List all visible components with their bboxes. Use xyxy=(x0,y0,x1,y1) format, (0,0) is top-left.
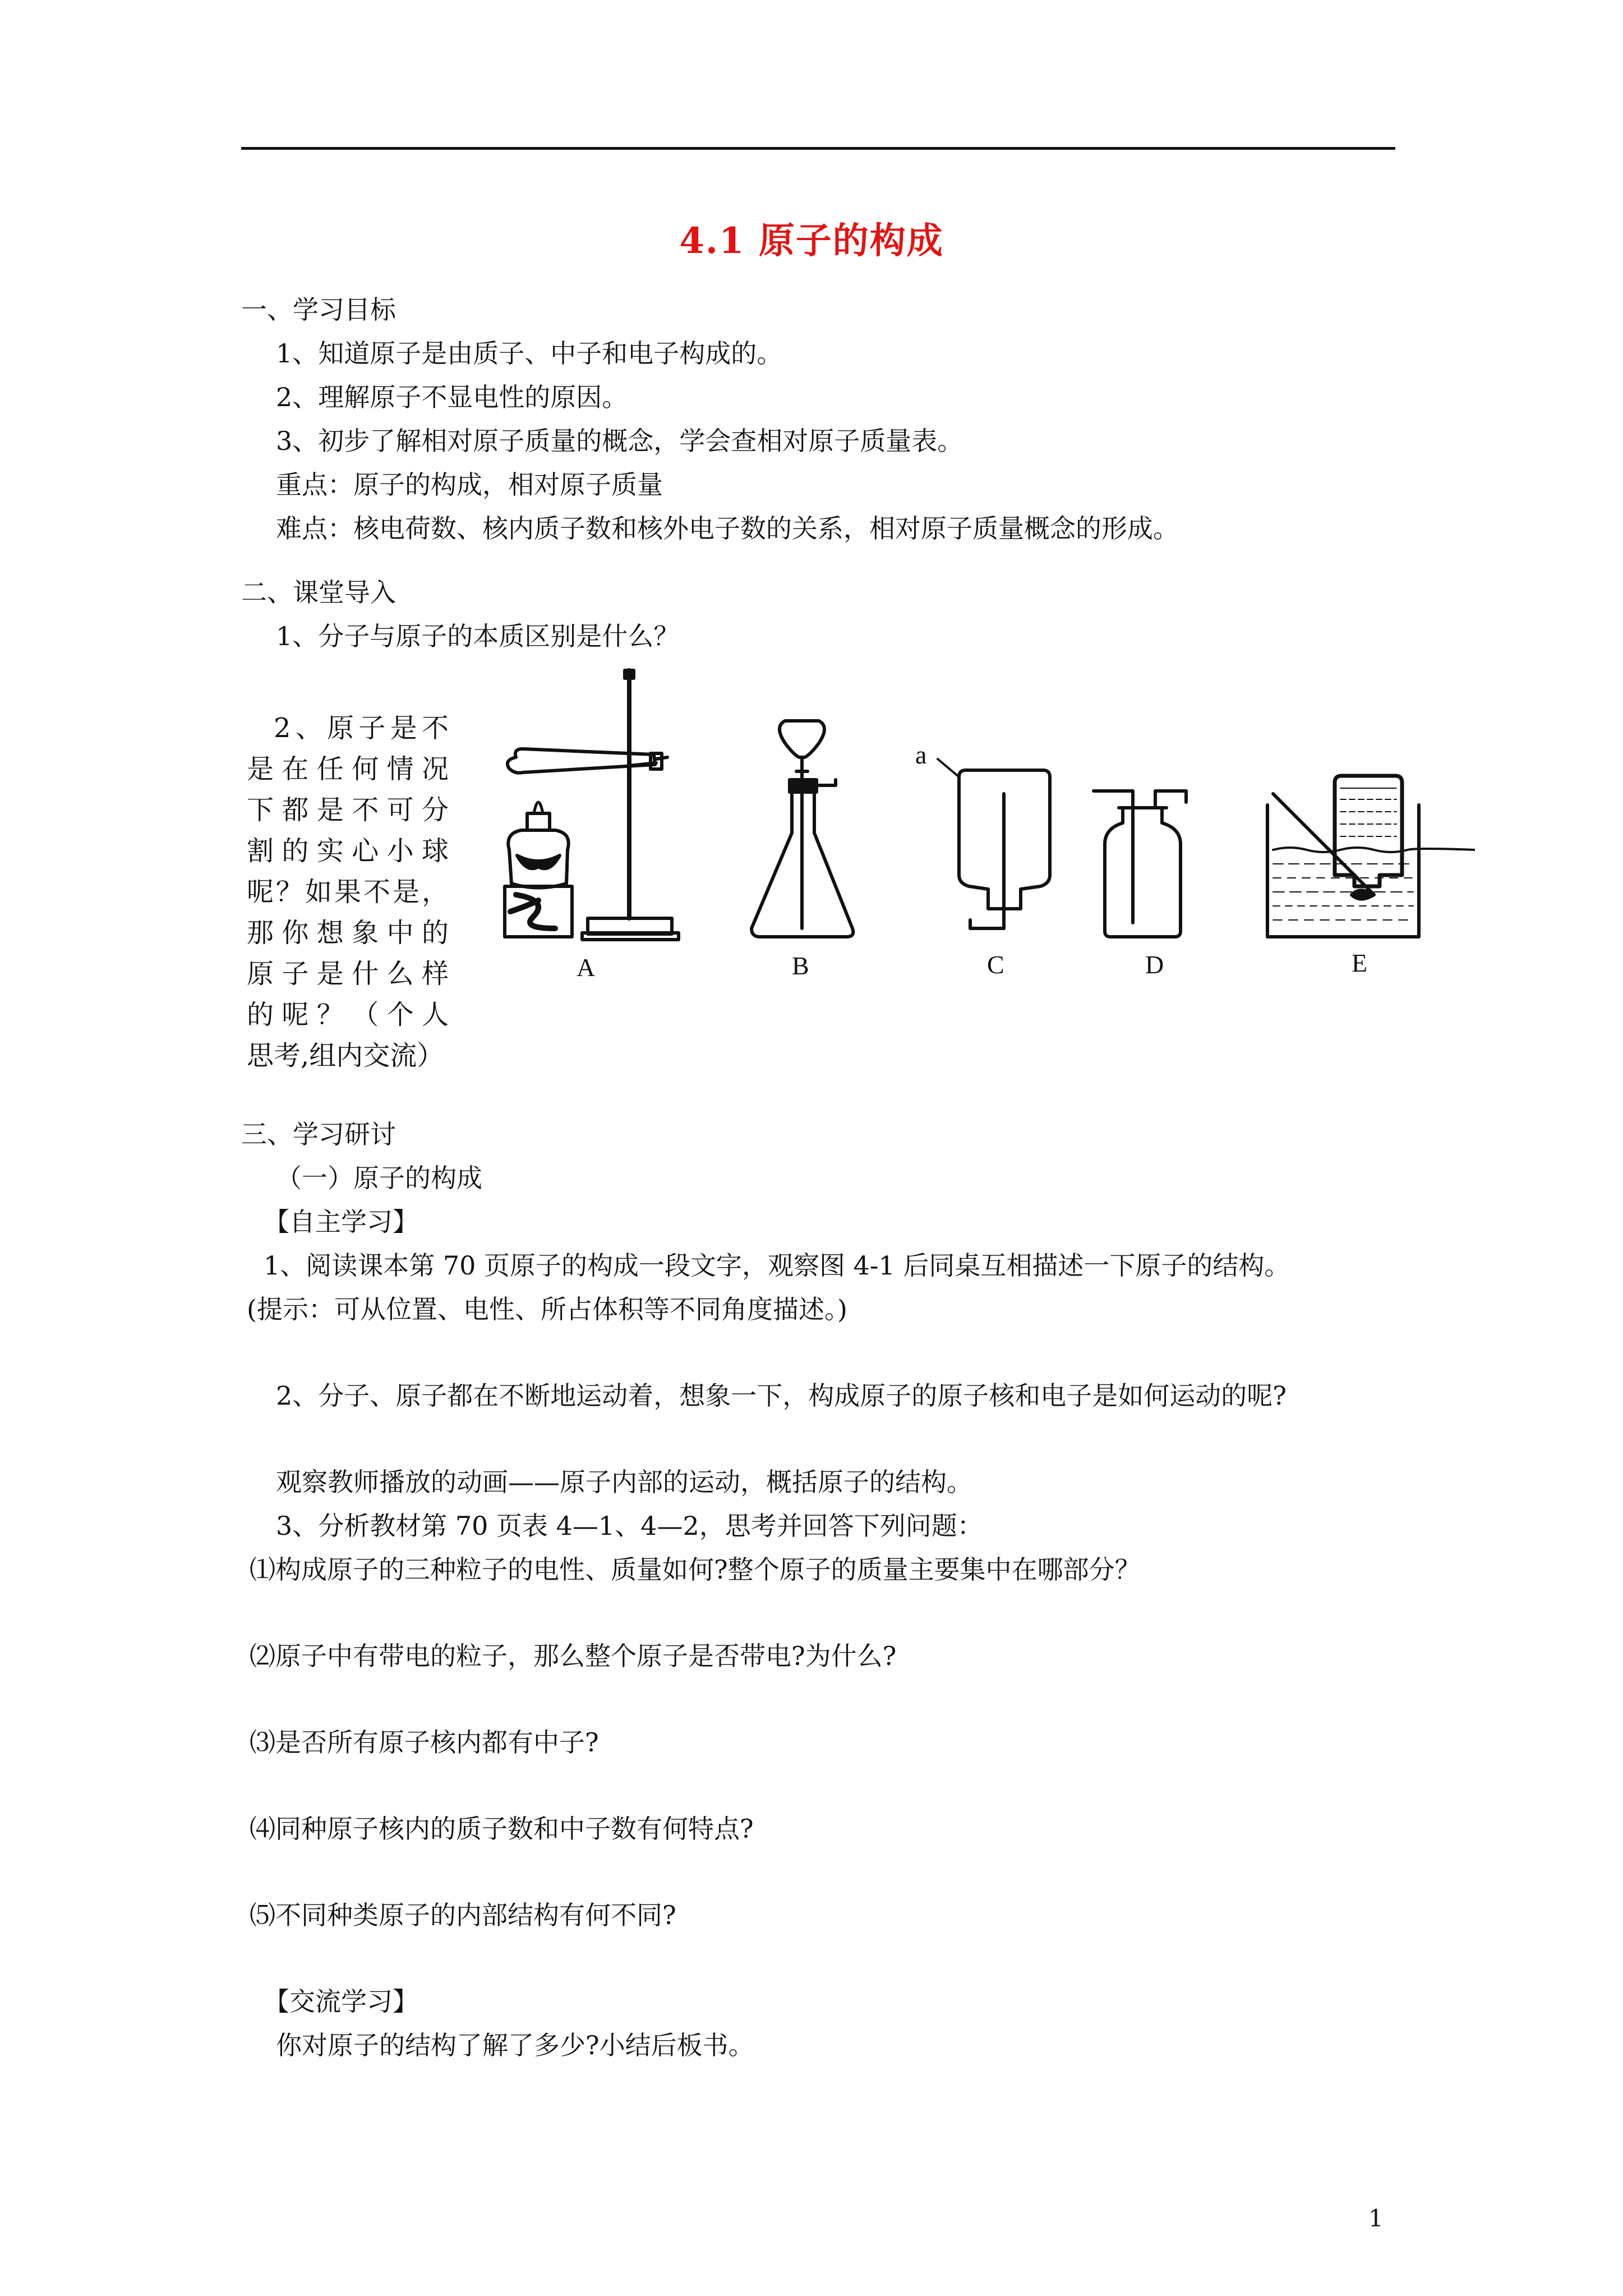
objective-3: 3、初步了解相对原子质量的概念，学会查相对原子质量表。 xyxy=(276,426,963,456)
q2-line: 的呢？（个人 xyxy=(247,999,449,1030)
study-item-1: 1、阅读课本第 70 页原子的构成一段文字，观察图 4-1 后同桌互相描述一下原子的结构。 xyxy=(264,1250,1290,1281)
figure-label-b: B xyxy=(792,951,809,979)
figure-label-c: C xyxy=(987,950,1004,979)
figure-label-d: D xyxy=(1145,950,1164,979)
subsection-heading: （一）原子的构成 xyxy=(276,1163,482,1193)
apparatus-b-flask-funnel xyxy=(751,721,853,937)
apparatus-e-water-trough xyxy=(1267,776,1475,937)
apparatus-d-gas-bottle xyxy=(1094,791,1186,937)
apparatus-c-inverted-bottle xyxy=(938,759,1050,928)
intro-question-1: 1、分子与原子的本质区别是什么？ xyxy=(276,621,680,651)
objective-1: 1、知道原子是由质子、中子和电子构成的。 xyxy=(276,338,783,369)
q2-line: 是在任何情况 xyxy=(247,753,449,785)
study-item-3: 3、分析教材第 70 页表 4—1、4—2，思考并回答下列问题： xyxy=(276,1511,983,1541)
q2-line: 呢？如果不是， xyxy=(247,876,449,908)
apparatus-a-heating-setup xyxy=(505,670,679,940)
exchange-heading: 【交流学习】 xyxy=(264,1986,418,2017)
lab-apparatus-figure xyxy=(482,665,1475,979)
objective-2: 2、理解原子不显电性的原因。 xyxy=(276,382,628,412)
q2-line: 那你想象中的 xyxy=(247,917,449,949)
study-item-2: 2、分子、原子都在不断地运动着，想象一下，构成原子的原子核和电子是如何运动的呢? xyxy=(276,1381,1287,1411)
header-rule xyxy=(241,147,1395,150)
q2-line: 原子是什么样 xyxy=(247,958,449,990)
question-2: ⑵原子中有带电的粒子，那么整个原子是否带电?为什么? xyxy=(250,1641,897,1671)
question-3: ⑶是否所有原子核内都有中子? xyxy=(250,1727,599,1757)
q2-line: 下都是不可分 xyxy=(247,794,449,826)
study-item-1-hint: (提示：可从位置、电性、所占体积等不同角度描述。) xyxy=(247,1294,847,1324)
question-5: ⑸不同种类原子的内部结构有何不同? xyxy=(250,1900,676,1930)
q2-line: 2、原子是不 xyxy=(274,712,449,744)
study-item-2b: 观察教师播放的动画——原子内部的运动，概括原子的结构。 xyxy=(276,1467,972,1497)
q2-line: 思考,组内交流） xyxy=(247,1040,444,1071)
self-study-heading: 【自主学习】 xyxy=(264,1207,418,1237)
document-title: 4.1 原子的构成 xyxy=(679,220,944,262)
q2-line: 割的实心小球 xyxy=(247,835,449,867)
figure-label-e: E xyxy=(1352,949,1368,977)
figure-label-a: A xyxy=(577,953,596,979)
exchange-question: 你对原子的结构了解了多少?小结后板书。 xyxy=(276,2030,754,2060)
question-4: ⑷同种原子核内的质子数和中子数有何特点? xyxy=(250,1814,754,1844)
figure-label-small-a: a xyxy=(915,740,927,769)
key-point: 重点：原子的构成，相对原子质量 xyxy=(276,470,663,500)
question-1: ⑴构成原子的三种粒子的电性、质量如何?整个原子的质量主要集中在哪部分？ xyxy=(250,1554,1141,1585)
intro-question-2 xyxy=(247,708,449,1076)
difficulty: 难点：核电荷数、核内质子数和核外电子数的关系，相对原子质量概念的形成。 xyxy=(276,513,1179,544)
section-2-heading: 二、课堂导入 xyxy=(241,577,396,608)
section-3-heading: 三、学习研讨 xyxy=(241,1119,396,1149)
section-1-heading: 一、学习目标 xyxy=(241,295,396,325)
page-number: 1 xyxy=(1368,2205,1384,2232)
